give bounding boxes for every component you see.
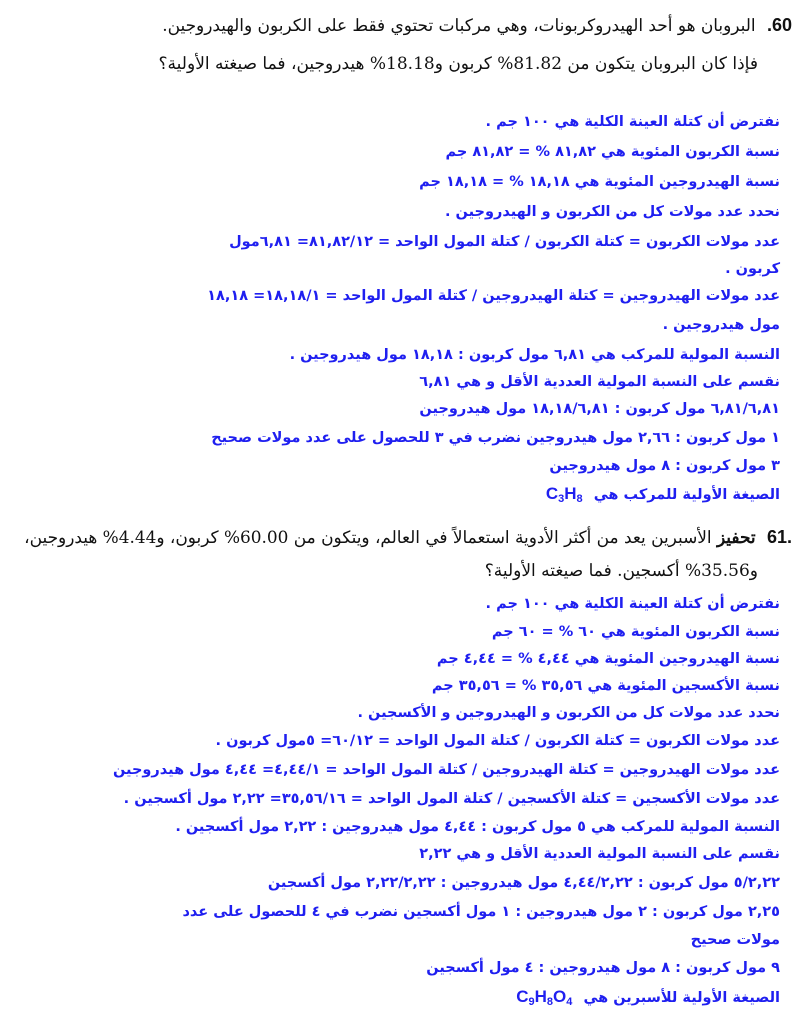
answer-line: نحدد عدد مولات كل من الكربون و الهيدروجين . [444,204,780,220]
question-text: البروبان هو أحد الهيدروكربونات، وهي مركبات تحتوي فقط على الكربون والهيدروجين. [162,15,756,35]
answer-line: كربون . [725,261,780,277]
answer-line: عدد مولات الهيدروجين = كتلة الهيدروجين / كتلة المول الواحد = ١٨,١٨/١= ١٨,١٨ [207,288,780,304]
answer-line: مولات صحيح [690,932,780,948]
result-label: الصيغة الأولية للأسبرين هي [583,990,780,1006]
answer-line: النسبة المولية للمركب هي ٥ مول كربون : ٤,٤٤ مول هيدروجين : ٢,٢٢ مول أكسجين . [175,819,780,835]
question-60-line-1 [8,16,792,34]
chemical-formula: $C_3H_8$ [545,484,583,505]
answer-line: عدد مولات الكربون = كتلة الكربون / كتلة المول الواحد = ٨١,٨٢/١٢= ٦,٨١مول [229,234,780,250]
answer-line: مول هيدروجين . [662,317,780,333]
answer-line: ٦,٨١/٦,٨١ مول كربون : ١٨,١٨/٦,٨١ مول هيدروجين [419,401,780,417]
answer-result-line [546,485,780,505]
answer-line: ٥/٢,٢٢ مول كربون : ٤,٤٤/٢,٢٢ مول هيدروجين : ٢,٢٢/٢,٢٢ مول أكسجين [267,875,780,891]
chemical-formula: $C_9H_8O_4$ [516,987,573,1008]
answer-line: عدد مولات الكربون = كتلة الكربون / كتلة المول الواحد = ٦٠/١٢= ٥مول كربون . [215,733,780,749]
answer-line: نقسم على النسبة المولية العددية الأقل و هي ٢,٢٢ [419,846,780,862]
answer-line: نقسم على النسبة المولية العددية الأقل و هي ٦,٨١ [419,374,780,390]
answer-line: ٩ مول كربون : ٨ مول هيدروجين : ٤ مول أكسجين [426,960,780,976]
answer-line: عدد مولات الأكسجين = كتلة الأكسجين / كتلة المول الواحد = ٣٥,٥٦/١٦= ٢,٢٢ مول أكسجين . [123,791,780,807]
answer-line: ٣ مول كربون : ٨ مول هيدروجين [549,458,780,474]
question-61-line-2: و35.56% أكسجين. فما صيغته الأولية؟ [484,561,758,581]
question-61-line-1 [8,528,792,546]
question-60-line-2: فإذا كان البروبان يتكون من 81.82% كربون و18.18% هيدروجين، فما صيغته الأولية؟ [158,54,758,74]
question-number: 60. [766,15,792,35]
answer-line: نحدد عدد مولات كل من الكربون و الهيدروجين و الأكسجين . [357,705,780,721]
answer-line: نسبة الهيدروجين المئوية هي ١٨,١٨ % = ١٨,١٨ جم [419,174,780,190]
answer-line: النسبة المولية للمركب هي ٦,٨١ مول كربون : ١٨,١٨ مول هيدروجين . [289,347,780,363]
question-number: .61 [766,527,792,547]
result-label: الصيغة الأولية للمركب هي [593,487,780,503]
answer-line: نفترض أن كتلة العينة الكلية هي ١٠٠ جم . [485,114,780,130]
answer-line: نفترض أن كتلة العينة الكلية هي ١٠٠ جم . [485,596,780,612]
answer-line: نسبة الكربون المئوية هي ٨١,٨٢ % = ٨١,٨٢ جم [445,144,780,160]
answer-line: نسبة الهيدروجين المئوية هي ٤,٤٤ % = ٤,٤٤ جم [436,651,780,667]
answer-line: ١ مول كربون : ٢,٦٦ مول هيدروجين نضرب في ٣ للحصول على عدد مولات صحيح [211,430,780,446]
question-text: الأسبرين يعد من أكثر الأدوية استعمالاً في العالم، ويتكون من 60.00% كربون، و4.44% هيدروجين، [24,527,712,547]
answer-result-line [516,988,780,1008]
answer-line: عدد مولات الهيدروجين = كتلة الهيدروجين / كتلة المول الواحد = ٤,٤٤/١= ٤,٤٤ مول هيدروجين [113,762,780,778]
answer-line: ٢,٢٥ مول كربون : ٢ مول هيدروجين : ١ مول أكسجين نضرب في ٤ للحصول على عدد [182,904,780,920]
answer-line: نسبة الأكسجين المئوية هي ٣٥,٥٦ % = ٣٥,٥٦ جم [431,678,780,694]
answer-line: نسبة الكربون المئوية هي ٦٠ % = ٦٠ جم [491,624,780,640]
question-tag: تحفيز [716,527,756,547]
